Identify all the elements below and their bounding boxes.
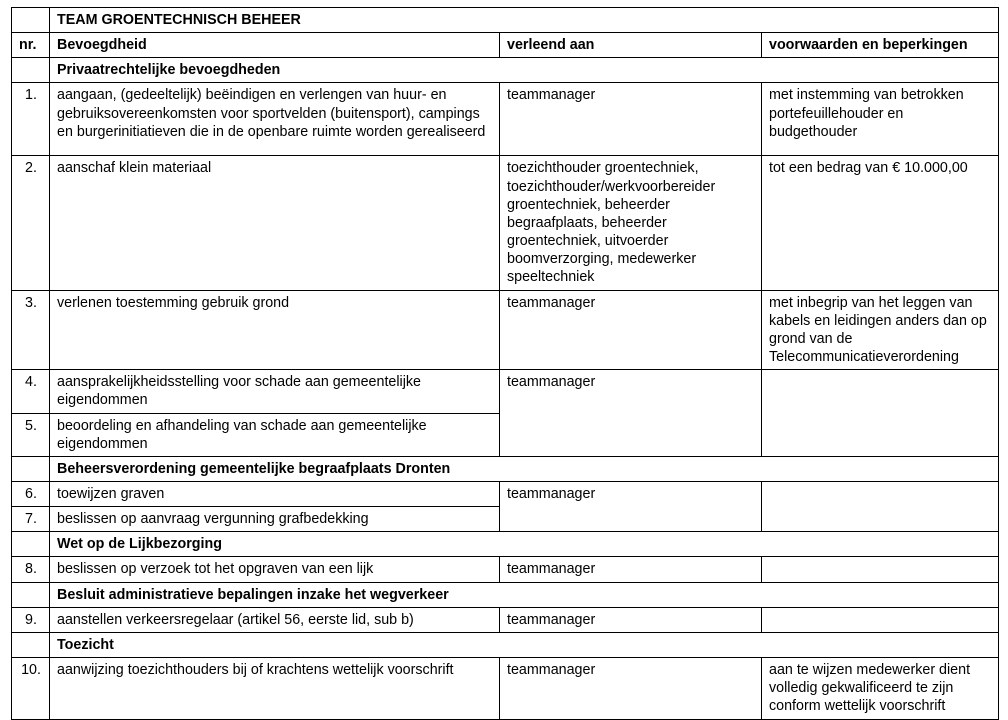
row-voorwaarden xyxy=(762,557,999,582)
mandate-table xyxy=(11,7,999,720)
row-bevoegdheid: aangaan, (gedeeltelijk) beëindigen en verlengen van huur- en gebruiksovereenkomsten voor sportvelden (buitensport), campings en burgerinitiatieven die in de openbare ruimte worden gerealiseerd xyxy=(50,83,500,156)
table-row xyxy=(12,557,999,582)
row-voorwaarden xyxy=(762,481,999,531)
row-voorwaarden: met instemming van betrokken portefeuillehouder en budgethouder xyxy=(762,83,999,156)
row-bevoegdheid: aansprakelijkheidsstelling voor schade aan gemeentelijke eigendommen xyxy=(50,370,500,413)
row-number: 9. xyxy=(12,607,50,632)
section-nr-spacer xyxy=(12,532,50,557)
section-nr-spacer xyxy=(12,456,50,481)
table-header-row xyxy=(12,33,999,58)
row-bevoegdheid: aanwijzing toezichthouders bij of krachtens wettelijk voorschrift xyxy=(50,658,500,719)
row-verleend-aan: teammanager xyxy=(500,607,762,632)
section-heading-beheersverordening: Beheersverordening gemeentelijke begraafplaats Dronten xyxy=(50,456,999,481)
section-heading-privaatrechtelijke: Privaatrechtelijke bevoegdheden xyxy=(50,58,999,83)
row-number: 1. xyxy=(12,83,50,156)
row-bevoegdheid: aanstellen verkeersregelaar (artikel 56, eerste lid, sub b) xyxy=(50,607,500,632)
row-voorwaarden xyxy=(762,607,999,632)
table-row xyxy=(12,156,999,290)
table-row xyxy=(12,83,999,156)
table-row xyxy=(12,658,999,719)
section-heading-row xyxy=(12,632,999,657)
section-nr-spacer xyxy=(12,582,50,607)
table-row xyxy=(12,607,999,632)
row-voorwaarden: met inbegrip van het leggen van kabels en leidingen anders dan op grond van de Telecommunicatieverordening xyxy=(762,290,999,370)
table-row xyxy=(12,481,999,506)
row-voorwaarden: aan te wijzen medewerker dient volledig gekwalificeerd te zijn conform wettelijk voorschrift xyxy=(762,658,999,719)
row-number: 5. xyxy=(12,413,50,456)
row-number: 8. xyxy=(12,557,50,582)
row-bevoegdheid: beslissen op verzoek tot het opgraven van een lijk xyxy=(50,557,500,582)
section-nr-spacer xyxy=(12,632,50,657)
row-number: 7. xyxy=(12,507,50,532)
section-heading-lijkbezorging: Wet op de Lijkbezorging xyxy=(50,532,999,557)
row-number: 2. xyxy=(12,156,50,290)
column-header-voorwaarden: voorwaarden en beperkingen xyxy=(762,33,999,58)
section-heading-row xyxy=(12,456,999,481)
row-bevoegdheid: verlenen toestemming gebruik grond xyxy=(50,290,500,370)
row-verleend-aan: teammanager xyxy=(500,658,762,719)
table-title-row xyxy=(12,8,999,33)
column-header-bevoegdheid: Bevoegdheid xyxy=(50,33,500,58)
row-verleend-aan: teammanager xyxy=(500,481,762,531)
row-verleend-aan: teammanager xyxy=(500,370,762,457)
row-verleend-aan: teammanager xyxy=(500,83,762,156)
title-row-nr-spacer xyxy=(12,8,50,33)
row-bevoegdheid: beoordeling en afhandeling van schade aan gemeentelijke eigendommen xyxy=(50,413,500,456)
row-number: 3. xyxy=(12,290,50,370)
row-voorwaarden: tot een bedrag van € 10.000,00 xyxy=(762,156,999,290)
table-row xyxy=(12,370,999,413)
column-header-verleend-aan: verleend aan xyxy=(500,33,762,58)
row-voorwaarden xyxy=(762,370,999,457)
row-bevoegdheid: beslissen op aanvraag vergunning grafbedekking xyxy=(50,507,500,532)
section-heading-row xyxy=(12,532,999,557)
row-number: 6. xyxy=(12,481,50,506)
section-heading-wegverkeer: Besluit administratieve bepalingen inzake het wegverkeer xyxy=(50,582,999,607)
section-nr-spacer xyxy=(12,58,50,83)
column-header-nr: nr. xyxy=(12,33,50,58)
table-row xyxy=(12,290,999,370)
row-number: 4. xyxy=(12,370,50,413)
section-heading-toezicht: Toezicht xyxy=(50,632,999,657)
row-verleend-aan: teammanager xyxy=(500,290,762,370)
row-number: 10. xyxy=(12,658,50,719)
row-bevoegdheid: aanschaf klein materiaal xyxy=(50,156,500,290)
document-title: TEAM GROENTECHNISCH BEHEER xyxy=(50,8,999,33)
section-heading-row xyxy=(12,582,999,607)
row-verleend-aan: teammanager xyxy=(500,557,762,582)
row-bevoegdheid: toewijzen graven xyxy=(50,481,500,506)
row-verleend-aan: toezichthouder groentechniek, toezichthouder/werkvoorbereider groentechniek, beheerder begraafplaats, beheerder groentechniek, uitvoerder boomverzorging, medewerker speeltechniek xyxy=(500,156,762,290)
section-heading-row xyxy=(12,58,999,83)
